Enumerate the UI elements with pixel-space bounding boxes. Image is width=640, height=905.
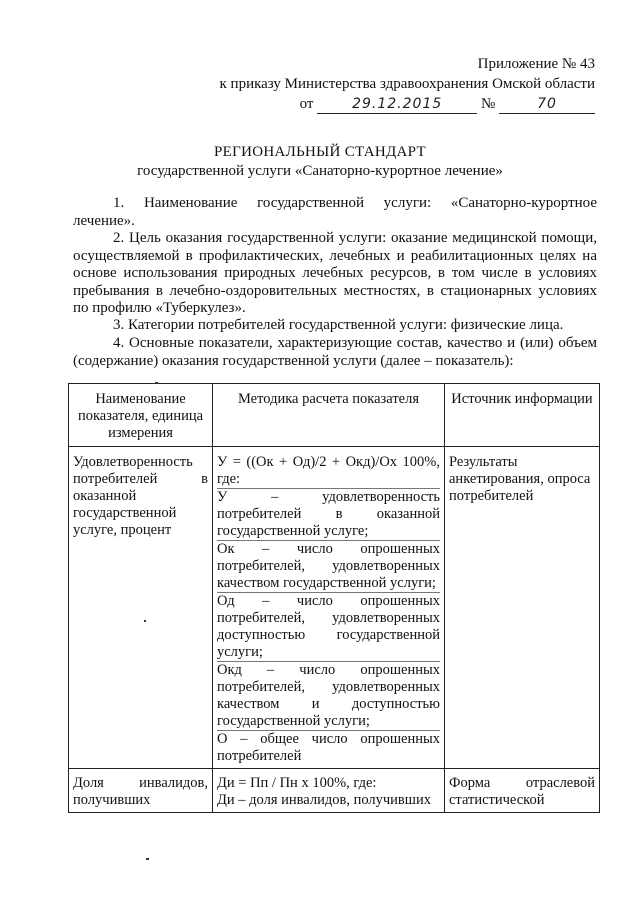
paragraph-3-text: 3. Категории потребителей государственной услуги: физические лица. bbox=[113, 317, 564, 333]
paragraph-4 bbox=[73, 335, 597, 370]
header-calculation-method: Методика расчета показателя bbox=[213, 384, 445, 447]
paragraph-3 bbox=[73, 317, 597, 335]
paragraph-1-text: 1. Наименование государственной услуги: «Санаторно-курортное лечение». bbox=[73, 195, 597, 229]
date-field bbox=[317, 95, 477, 114]
row1-formula: У = ((Ок + Од)/2 + Окд)/Ох 100%, где: bbox=[217, 454, 440, 487]
row2-def: Ди – доля инвалидов, получивших bbox=[217, 792, 431, 808]
handwritten-number: 70 bbox=[537, 96, 557, 112]
table-row bbox=[69, 769, 600, 813]
indicators-table bbox=[68, 383, 600, 813]
row1-indicator-name: Удовлетворенность потребителей в оказанной государственной услуге, процент bbox=[69, 447, 213, 769]
row2-formula: Ди = Пп / Пн х 100%, где: bbox=[217, 775, 377, 791]
scan-speck bbox=[155, 382, 158, 384]
order-reference: к приказу Министерства здравоохранения Омской области bbox=[219, 76, 595, 92]
row1-def-u: У – удовлетворенность потребителей в оказанной государственной услуге; bbox=[217, 489, 440, 539]
paragraph-2 bbox=[73, 230, 597, 318]
appendix-number: Приложение № 43 bbox=[477, 56, 595, 72]
row1-def-od: Од – число опрошенных потребителей, удовлетворенных доступностью государственной услуги; bbox=[217, 593, 440, 660]
row2-indicator-name: Доля инвалидов, получивших bbox=[69, 769, 213, 813]
row1-def-ok: Ок – число опрошенных потребителей, удовлетворенных качеством государственной услуги; bbox=[217, 541, 440, 591]
paragraph-2-text: 2. Цель оказания государственной услуги: оказание медицинской помощи, осуществляемой в профилактических, лечебных и реабилитационных целях на основе использования природных лечебных ресурсов, в том числе в условиях пребывания в лечебно-оздоровительных местностях, в стационарных условиях по профилю «Туберкулез». bbox=[73, 230, 597, 316]
row1-def-okd: Окд – число опрошенных потребителей, удовлетворенных качеством и доступностью государственной услуги; bbox=[217, 662, 440, 729]
scan-speck bbox=[144, 620, 146, 622]
order-date-line bbox=[300, 95, 595, 114]
row1-method bbox=[213, 447, 445, 769]
handwritten-date: 29.12.2015 bbox=[352, 96, 443, 112]
row2-source: Форма отраслевой статистической bbox=[445, 769, 600, 813]
header-information-source: Источник информации bbox=[445, 384, 600, 447]
number-prefix: № bbox=[480, 96, 496, 112]
document-subtitle: государственной услуги «Санаторно-курортное лечение» bbox=[137, 163, 503, 179]
row1-source: Результаты анкетирования, опроса потребителей bbox=[445, 447, 600, 769]
paragraph-4-text: 4. Основные показатели, характеризующие состав, качество и (или) объем (содержание) оказания государственной услуги (далее – показатель): bbox=[73, 335, 597, 369]
row1-def-o: О – общее число опрошенных потребителей bbox=[217, 731, 440, 764]
date-prefix: от bbox=[299, 96, 314, 112]
paragraph-1 bbox=[73, 195, 597, 230]
scan-speck bbox=[146, 858, 149, 860]
table-row bbox=[69, 447, 600, 769]
header-indicator-name: Наименование показателя, единица измерения bbox=[69, 384, 213, 447]
row2-method bbox=[213, 769, 445, 813]
document-title: РЕГИОНАЛЬНЫЙ СТАНДАРТ bbox=[214, 144, 426, 160]
number-field bbox=[499, 95, 595, 114]
table-header-row bbox=[69, 384, 600, 447]
